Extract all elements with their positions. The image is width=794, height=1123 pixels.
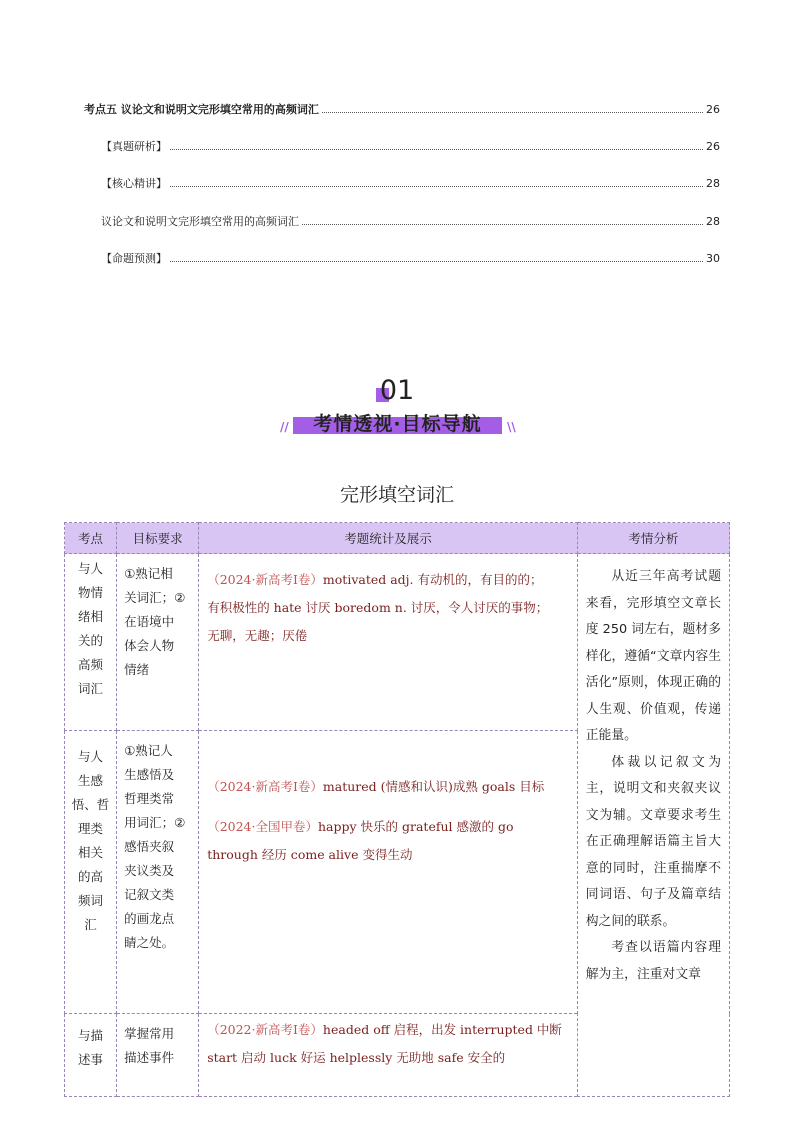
table-header-row bbox=[65, 523, 730, 554]
vocabulary-table bbox=[64, 522, 730, 1097]
analysis-paragraph: 体裁以记叙文为主，说明文和夹叙夹议文为辅。文章要求考生在正确理解语篇主旨大意的同时，注重揣摩不同词语、句子及篇章结构之间的联系。 bbox=[585, 754, 721, 929]
exam-source: （2022·新高考Ⅰ卷） bbox=[207, 1022, 323, 1037]
example-line: （2022·新高考Ⅰ卷）headed off 启程，出发 interrupted 中断 bbox=[207, 1022, 562, 1037]
exam-source: （2024·新高考Ⅰ卷） bbox=[207, 779, 323, 794]
banner-right-slash-decoration: \\ bbox=[507, 420, 516, 434]
toc-entry-page: 28 bbox=[706, 177, 720, 190]
toc-entry-label: 【核心精讲】 bbox=[101, 177, 167, 190]
kaodian-cell: 与描 述事 bbox=[65, 1014, 117, 1097]
toc-entry[interactable] bbox=[101, 177, 720, 190]
toc-entry-label: 【真题研析】 bbox=[101, 140, 167, 153]
example-line: （2024·新高考Ⅰ卷）matured (情感和认识)成熟 goals 目标 bbox=[207, 779, 545, 794]
section-banner-title: 考情透视·目标导航 bbox=[313, 413, 482, 435]
examples-cell bbox=[199, 731, 578, 1014]
toc-leader-dots bbox=[170, 148, 703, 150]
toc-entry-label: 议论文和说明文完形填空常用的高频词汇 bbox=[101, 215, 299, 228]
toc-leader-dots bbox=[322, 111, 703, 113]
toc-entry-page: 28 bbox=[706, 215, 720, 228]
analysis-paragraph: 从近三年高考试题来看，完形填空文章长度 250 词左右，题材多样化，遵循“文章内容生活化”原则，体现正确的人生观、价值观，传递正能量。 bbox=[585, 569, 721, 743]
header-analysis: 考情分析 bbox=[577, 523, 729, 554]
toc-leader-dots bbox=[302, 223, 703, 225]
example-line: （2024·新高考Ⅰ卷）motivated adj. 有动机的，有目的的； bbox=[207, 572, 543, 587]
exam-source: （2024·全国甲卷） bbox=[207, 819, 318, 834]
toc-entry-label: 【命题预测】 bbox=[101, 252, 167, 265]
requirement-cell: 掌握常用 描述事件 bbox=[117, 1014, 199, 1097]
examples-cell bbox=[199, 1014, 578, 1097]
toc-entry-page: 30 bbox=[706, 252, 720, 265]
banner-left-slash-decoration: // bbox=[280, 420, 289, 434]
toc-entry-label: 考点五 议论文和说明文完形填空常用的高频词汇 bbox=[84, 103, 319, 116]
toc-entry[interactable] bbox=[101, 140, 720, 153]
toc-entry-page: 26 bbox=[706, 140, 720, 153]
header-kaodian: 考点 bbox=[65, 523, 117, 554]
toc-leader-dots bbox=[170, 185, 703, 187]
section-number: 01 bbox=[379, 375, 415, 406]
analysis-cell bbox=[577, 554, 729, 1097]
toc-entry-page: 26 bbox=[706, 103, 720, 116]
header-requirement: 目标要求 bbox=[117, 523, 199, 554]
toc-entry[interactable] bbox=[101, 215, 720, 228]
toc-leader-dots bbox=[170, 260, 703, 262]
kaodian-cell: 与人 物情 绪相 关的 高频 词汇 bbox=[65, 554, 117, 731]
exam-source: （2024·新高考Ⅰ卷） bbox=[207, 572, 323, 587]
example-line: start 启动 luck 好运 helplessly 无助地 safe 安全的 bbox=[207, 1050, 506, 1065]
document-title: 完形填空词汇 bbox=[339, 484, 454, 506]
requirement-cell: ①熟记人 生感悟及 哲理类常 用词汇；② 感悟夹叙 夹议类及 记叙文类 的画龙点 睛之处。 bbox=[117, 731, 199, 1014]
example-line: 无聊，无趣；厌倦 bbox=[207, 628, 308, 643]
toc-entry[interactable] bbox=[84, 103, 720, 116]
requirement-cell: ①熟记相 关词汇；② 在语境中 体会人物 情绪 bbox=[117, 554, 199, 731]
example-line: 有积极性的 hate 讨厌 boredom n. 讨厌，令人讨厌的事物； bbox=[207, 600, 549, 615]
section-banner bbox=[293, 409, 502, 435]
table-row bbox=[65, 554, 730, 731]
toc-entry[interactable] bbox=[101, 252, 720, 265]
header-examples: 考题统计及展示 bbox=[199, 523, 578, 554]
examples-cell bbox=[199, 554, 578, 731]
example-line: through 经历 come alive 变得生动 bbox=[207, 847, 413, 862]
kaodian-cell: 与人 生感 悟、哲 理类 相关 的高 频词 汇 bbox=[65, 731, 117, 1014]
analysis-paragraph: 考查以语篇内容理解为主，注重对文章 bbox=[585, 940, 721, 982]
example-line: （2024·全国甲卷）happy 快乐的 grateful 感激的 go bbox=[207, 819, 514, 834]
